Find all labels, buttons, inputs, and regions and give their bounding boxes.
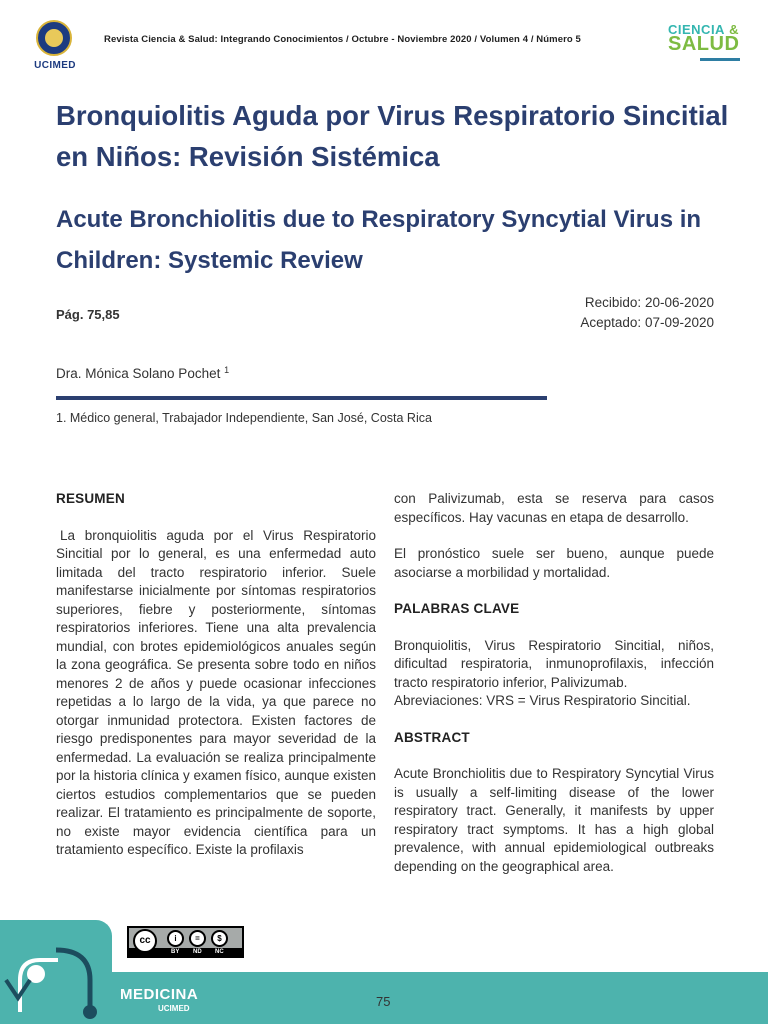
- journal-header: Revista Ciencia & Salud: Integrando Conocimientos / Octubre - Noviembre 2020 / Volumen 4 / Número 5: [104, 34, 581, 45]
- affiliation: 1. Médico general, Trabajador Independiente, San José, Costa Rica: [56, 411, 432, 425]
- resumen-heading: RESUMEN: [56, 491, 125, 506]
- logo-amp: &: [729, 22, 739, 37]
- resumen-text: La bronquiolitis aguda por el Virus Respiratorio Sincitial por lo general, es una enfermedad auto limitada del tracto respiratorio inferior. Suele manifestarse inicialmente por síntomas respiratorios superiores, fiebre y posteriormente, síntomas respiratorios inferiores. Tiene una alta prevalencia mundial, con brotes epidemiológicos anuales según la zona geográfica. Se presenta sobre todo en niños menores 2 de años y puede ocasionar infecciones repetidas a lo largo de la vida, ya que parece no otorgar inmunidad protectora. Existen factores de riesgo predisponentes para mayor severidad de la enfermedad. La evaluación se realiza principalmente por la historia clínica y examen físico, aunque existen ciertos estudios complementarios que se pueden realizar. El tratamiento es principalmente de soporte, no existe mayor evidencia científica para un tratamiento específico. Existe la profilaxis: [56, 527, 376, 857]
- ucimed-logo-text: UCIMED: [34, 60, 76, 71]
- cc-label-nd: ND: [193, 949, 202, 955]
- page-reference: Pág. 75,85: [56, 307, 120, 322]
- stethoscope-icon: [0, 920, 112, 1024]
- prognosis-text: El pronóstico suele ser bueno, aunque puede asociarse a morbilidad y mortalidad.: [394, 546, 714, 580]
- cc-label-nc: NC: [215, 949, 224, 955]
- title-english: Acute Bronchiolitis due to Respiratory Syncytial Virus in Children: Systemic Review: [56, 206, 702, 274]
- author-marker: 1: [224, 365, 230, 375]
- accepted-date: Aceptado: 07-09-2020: [580, 315, 714, 330]
- ucimed-logo: [26, 16, 84, 74]
- ciencia-salud-logo: [660, 22, 756, 70]
- page-number: 75: [376, 994, 391, 1009]
- received-date: Recibido: 20-06-2020: [584, 295, 714, 310]
- non-commercial-icon: $: [211, 930, 228, 947]
- right-column: [394, 490, 714, 876]
- dates-block: [580, 293, 714, 333]
- attribution-icon: i: [167, 930, 184, 947]
- logo-line1: CIENCIA: [668, 22, 725, 37]
- resumen-continuation: con Palivizumab, esta se reserva para casos específicos. Hay vacunas en etapa de desarrollo.: [394, 491, 714, 525]
- cc-icon: cc: [133, 929, 157, 953]
- footer-brand: MEDICINA: [120, 986, 199, 1003]
- abstract-heading: ABSTRACT: [394, 729, 470, 745]
- no-derivatives-icon: =: [189, 930, 206, 947]
- footer-sub: UCIMED: [158, 1004, 190, 1013]
- logo-line2: SALUD: [668, 33, 740, 55]
- left-column: [56, 490, 376, 860]
- keywords-heading: PALABRAS CLAVE: [394, 601, 520, 616]
- author-name: Dra. Mónica Solano Pochet: [56, 366, 221, 381]
- keywords-text: Bronquiolitis, Virus Respiratorio Sincitial, niños, dificultad respiratoria, inmunoprofilaxis, infección tracto respiratorio inferior, Palivizumab.: [394, 637, 714, 690]
- title-spanish: Bronquiolitis Aguda por Virus Respiratorio Sincitial en Niños: Revisión Sistémica: [56, 100, 729, 172]
- cc-label-by: BY: [171, 949, 180, 955]
- abbreviations-text: Abreviaciones: VRS = Virus Respiratorio Sincitial.: [394, 693, 691, 708]
- abstract-text: Acute Bronchiolitis due to Respiratory Syncytial Virus is usually a self-limiting disease of the lower respiratory tract. Generally, it manifests by upper respiratory tract symptoms. It has a high global prevalence, with annual epidemiological outbreaks depending on the geographical area.: [394, 766, 714, 874]
- author: [56, 365, 229, 381]
- university-seal-icon: [36, 20, 72, 56]
- divider: [56, 396, 547, 400]
